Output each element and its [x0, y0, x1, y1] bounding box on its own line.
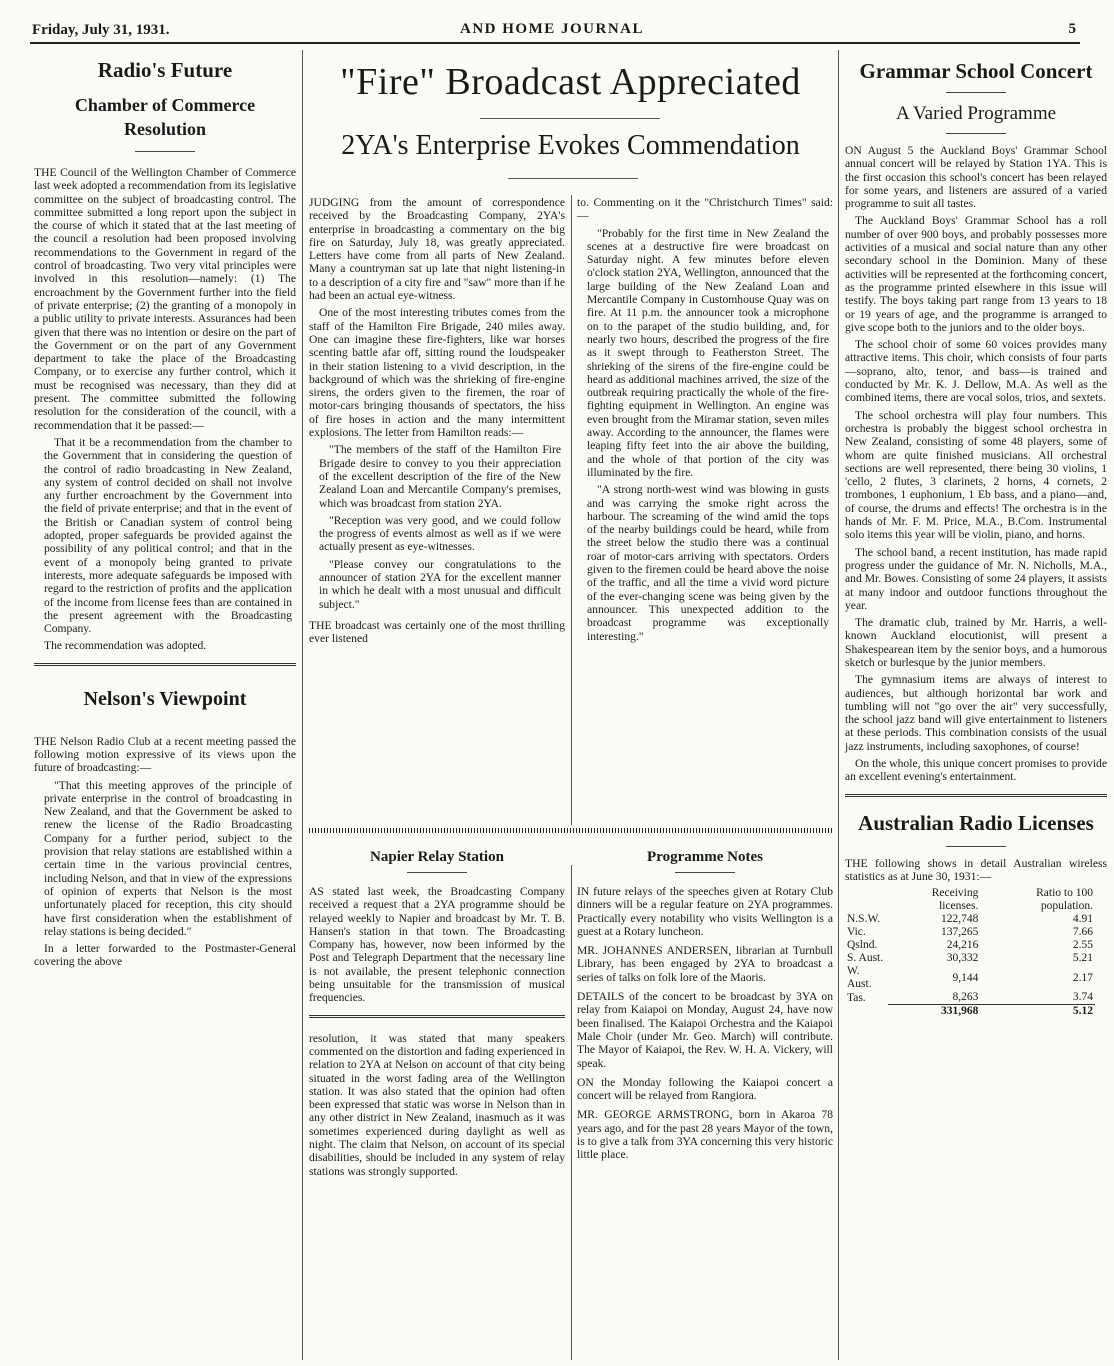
divider	[407, 872, 467, 873]
table-row	[845, 913, 1095, 926]
headline-napier-relay: Napier Relay Station	[370, 849, 504, 865]
divider	[946, 846, 1006, 847]
state-cell: Vic.	[847, 926, 866, 939]
section-divider	[845, 794, 1107, 797]
table-header	[845, 887, 1095, 913]
divider	[946, 133, 1006, 134]
state-cell: Qslnd.	[847, 939, 878, 952]
divider	[480, 118, 660, 119]
christchurch-quote: "A strong north-west wind was blowing in gusts and was carrying the smoke right across the harbour. The screaming of the wind amid the tops of the nearby buildings could be heard, while from the street below the studio there was a continual roar of motor-cars arriving with spectators. Orders given to the firemen could be heard above the noise of the traffic, and all the time a vivid word picture of the ever-changing scene was being given by the announcer. This unexpected addition to the broadcast programme was exceptionally interesting."	[587, 483, 829, 643]
article-grammar-school	[845, 50, 1107, 1018]
paragraph: On the whole, this unique concert promises to provide an excellent evening's entertainment.	[845, 757, 1107, 784]
page-number: 5	[1068, 21, 1076, 37]
hamilton-letter: "Reception was very good, and we could follow the progress of events almost as well as if we were actually present as eye-witnesses.	[319, 513, 561, 554]
paragraph: The school orchestra will play four numbers. This orchestra is probably the biggest school orchestra in New Zealand, consisting of some 48 players, some of whom are quite finished musicians. All orchestral sections are well represented, there being 30 violins, 1 'cello, 2 flutes, 3 clarinets, 2 horns, 4 cornets, 2 trombones, 1 euphonium, 1 Eb bass, and a piano—and, of course, the drums and effects! The orchestra is in the hands of Mr. F. M. Price, M.A., B.Com. Instrumental solo items this year will be violin, piano, and horns.	[845, 408, 1107, 542]
paragraph: The school choir of some 60 voices provides many attractive items. This choir, which consists of four parts—soprano, alto, tenor, and bass—is trained and conducted by Mr. K. J. Dellow, M.A. As well as the combined items, there are vocal solos, trios, and sextets.	[845, 338, 1107, 405]
column-rule-2	[571, 195, 572, 825]
section-divider	[309, 1015, 565, 1018]
note-item: MR. GEORGE ARMSTRONG, born in Akaroa 78 years ago, and for the past 28 years Mayor of the town, is to give a talk from 3YA concerning this very historic little place.	[577, 1108, 833, 1162]
paragraph: The recommendation was adopted.	[44, 639, 207, 653]
divider	[135, 151, 195, 152]
licenses-cell: 30,332	[946, 952, 979, 965]
table-row	[845, 926, 1095, 939]
headline-programme-notes: Programme Notes	[647, 849, 763, 865]
issue-date: Friday, July 31, 1931.	[32, 22, 170, 38]
section-divider	[34, 663, 296, 666]
note-item: MR. JOHANNES ANDERSEN, librarian at Turnbull Library, has been engaged by 2YA to broadcast a series of talks on folk lore of the Maoris.	[577, 944, 833, 984]
paragraph: THE following shows in detail Australian wireless statistics as at June 30, 1931:—	[845, 856, 1107, 883]
table-row	[845, 965, 1095, 991]
paragraph: One of the most interesting tributes comes from the staff of the Hamilton Fire Brigade, 240 miles away. One can imagine these fire-fighters, like war horses scenting battle afar off, sitting round the loudspeaker in their station listening to a vivid description, in the background of which was the shrieking of fire-engine sirens, the orders given to the firemen, the roar of motor-cars bringing thousands of spectators, the hiss of fire hoses in action and the many intermittent explosions. The letter from Hamilton reads:—	[309, 306, 565, 440]
ratio-cell: 3.74	[1072, 991, 1093, 1004]
col-header-licenses: Receiving licenses.	[931, 887, 979, 913]
state-cell: W. Aust.	[847, 965, 872, 991]
paragraph: The school band, a recent institution, has made rapid progress under the guidance of Mr. N. Nicholls, M.A., and Mr. Bowes. Consisting of some 24 players, it assists at many indoor and outdoor functions throughout the year.	[845, 545, 1107, 612]
column-rule-3	[571, 865, 572, 1360]
hamilton-letter: "Please convey our congratulations to the announcer of station 2YA for the excellent manner in which he dealt with a most unusual and difficult subject."	[319, 557, 561, 611]
christchurch-quote: "Probably for the first time in New Zealand the scenes at a destructive fire were broadcast on Saturday night. A few minutes before eleven o'clock station 2YA, Wellington, announced that the large building of the New Zealand Loan and Mercantile Company in Customhouse Quay was on fire. At 11 p.m. the announcer took a microphone on to the parapet of the studio building, and, for nearly two hours, described the progress of the fire as it swept through to Featherston Street. The shrieking of the sirens of the fire-engine could be heard as additional machines arrived, the size of the outbreak requiring practically the whole of the fire-fighting equipment in Wellington. An engine was even brought from the Miramar station, seven miles away. According to the announcer, the flames were leaping fifty feet into the air above the building, and the whole of that portion of the city was illuminated by the fire.	[587, 226, 829, 479]
paragraph: THE Council of the Wellington Chamber of Commerce last week adopted a recommendation from its legislative committee on the subject of broadcasting control. The committee submitted a long report upon the subject in the course of which it stated that at the last meeting of the council a resolution had been proposed involving recommendations to the Government in regard of the control of broadcasting. Two very vital principles were involved in this resolution—namely: (1) The encroachment by the Government further into the field of private enterprise; (2) the granting of a monopoly in a public utility to private interests. Assurances had been given that there was no intention or desire on the part of the Government or on the part of any Government department to take the place of the Broadcasting Company, or to exercise any further control, which it must be recognised was necessary, than they did at present. The committee submitted the following resolution for the consideration of the council, with a recommendation that it be passed:—	[34, 166, 296, 432]
subhead-chamber: Chamber of Commerce Resolution	[74, 95, 256, 139]
table-row	[845, 991, 1095, 1005]
article-fire-col-a	[309, 196, 565, 650]
table-row	[845, 939, 1095, 952]
column-rule-4	[838, 50, 839, 1360]
license-stats-table	[845, 887, 1095, 1018]
paragraph: to. Commenting on it the "Christchurch Times" said:—	[577, 196, 833, 223]
nelson-quote: "That this meeting approves of the principle of private enterprise in the control of broadcasting in New Zealand, and that the Government be asked to renew the license of the Radio Broadcasting Company for a further period, subject to the provision that relay stations are established within a certain time in the various provincial centres, including Nelson, and that in view of the expressions of opinion of experts that Nelson is the most unfortunately placed for reception, this city should have first consideration when the establishment of relay stations is being decided."	[44, 778, 292, 938]
headline-australian-licenses: Australian Radio Licenses	[858, 810, 1094, 835]
paragraph: THE broadcast was certainly one of the most thrilling ever listened	[309, 618, 565, 646]
column-rule-1	[302, 50, 303, 1360]
divider	[508, 178, 638, 179]
licenses-cell: 9,144	[952, 971, 979, 984]
ratio-cell: 2.55	[1072, 939, 1093, 952]
total-licenses: 331,968	[888, 1005, 980, 1019]
headline-nelsons-viewpoint: Nelson's Viewpoint	[83, 687, 247, 710]
total-ratio: 5.12	[980, 1005, 1095, 1019]
paragraph: ON August 5 the Auckland Boys' Grammar School annual concert will be relayed by Station 1YA. This is the first occasion this school's concert has been relayed for some years, and listeners are assured of a varied programme to suit all tastes.	[845, 144, 1107, 211]
paragraph: THE Nelson Radio Club at a recent meeting passed the following motion expressive of its views upon the future of broadcasting:—	[34, 734, 296, 775]
ratio-cell: 2.17	[1072, 971, 1093, 984]
table-total-row	[845, 1005, 1095, 1019]
paper-title: AND HOME JOURNAL	[460, 21, 644, 37]
hamilton-letter: "The members of the staff of the Hamilton Fire Brigade desire to convey to you their appreciation of the excellent description of the fire of the New Zealand Loan and Mercantile Company's premises, which was broadcast from station 2YA.	[319, 443, 561, 510]
headline-grammar-school: Grammar School Concert	[859, 59, 1093, 83]
paragraph: AS stated last week, the Broadcasting Company received a request that a 2YA programme should be relayed weekly to Napier and broadcast by Mr. T. B. Hansen's station in that town. The Broadcasting Company has, however, now been informed by the Post and Telegraph Department that the necessary line is not available, the present telephonic connection being unsuitable for the transmission of musical frequencies.	[309, 885, 565, 1005]
paragraph: JUDGING from the amount of correspondence received by the Broadcasting Company, 2YA's enterprise in broadcasting a commentary on the big fire on Saturday, July 18, was greatly appreciated. Letters have come from all parts of New Zealand. Many a countryman sat up late that night listening-in to a description of a city fire and "saw" more than if he had been an actual eye-witness.	[309, 196, 565, 303]
note-item: DETAILS of the concert to be broadcast by 3YA on relay from Kaiapoi on Monday, August 24, have now been finalised. The Kaiapoi Orchestra and the Kaiapoi Male Choir (under Mr. Geo. March) will contribute. The Mayor of Kaiapoi, the Rev. W. H. A. Vickery, will speak.	[577, 990, 833, 1070]
paragraph: The dramatic club, trained by Mr. Harris, a well-known Auckland elocutionist, will present a Shakespearean item by the senior boys, and a humorous sketch or burlesque by the junior members.	[845, 616, 1107, 669]
article-napier-relay	[309, 845, 565, 1182]
ratio-cell: 4.91	[1072, 913, 1093, 926]
note-item: IN future relays of the speeches given at Rotary Club dinners will be a regular feature on 2YA programmes. Practically every notability who visits Wellington is a guest at a Rotary luncheon.	[577, 885, 833, 938]
licenses-cell: 122,748	[940, 913, 979, 926]
state-cell: Tas.	[847, 991, 866, 1004]
state-cell: S. Aust.	[847, 952, 884, 965]
subhead-varied-programme: A Varied Programme	[895, 103, 1057, 124]
article-programme-notes	[577, 845, 833, 1166]
table-row	[845, 952, 1095, 965]
state-cell: N.S.W.	[847, 913, 881, 926]
decorative-border	[309, 828, 833, 833]
headline-fire-broadcast: "Fire" Broadcast Appreciated	[340, 61, 801, 103]
divider	[946, 92, 1006, 93]
licenses-cell: 8,263	[952, 991, 979, 1004]
subhead-2ya-enterprise: 2YA's Enterprise Evokes Commendation	[341, 130, 800, 161]
ratio-cell: 5.21	[1072, 952, 1093, 965]
ratio-cell: 7.66	[1072, 926, 1093, 939]
paragraph: The Auckland Boys' Grammar School has a roll number of over 900 boys, and probably possesses more activities of a musical and social nature than any other secondary school in the Dominion. Many of these activities will be represented at the forthcoming concert, as the programme printed elsewhere in this issue will testify. The boys taking part range from 13 years to 18 or 19 years of age, and the programme is arranged to give scope both to the juniors and to the older boys.	[845, 214, 1107, 334]
paragraph: The gymnasium items are always of interest to audiences, but although horizontal bar work and tumbling will not "go over the air" very successfully, the school jazz band will give entertainment to listeners at these periods. This combination consists of the usual jazz instruments, including saxophones, of course!	[845, 673, 1107, 753]
nelson-continued: resolution, it was stated that many speakers commented on the distortion and fading experienced in relation to 2YA at Nelson on account of that city being situated in the worst fading area of the Wellington station. It was also stated that the opinion had often been expressed that static was worse in Nelson than in any other district in New Zealand, inasmuch as it was sometimes experienced during daylight as well as night. The claim that Nelson, on account of its special disabilities, should be included in any system of relay stations was strongly supported.	[309, 1031, 565, 1178]
masthead	[30, 18, 1080, 44]
paragraph: In a letter forwarded to the Postmaster-General covering the above	[34, 942, 296, 969]
licenses-cell: 24,216	[946, 939, 979, 952]
headline-radios-future: Radio's Future	[97, 58, 233, 82]
resolution-quote: That it be a recommendation from the chamber to the Government that in considering the question of the control of radio broadcasting in New Zealand, any system of control decided on shall not involve any further encroachment by the Government into the field of private enterprise; and that in the event of the British or Canadian system of control being adopted, proper safeguards be provided against the possibility of any political control; and that in the event of a monopoly being granted to private interests, more adequate safeguards be imposed with regard to the restriction of profits and the application of the income from license fees than are contained in the present agreement with the Broadcasting Company.	[44, 435, 292, 636]
note-item: ON the Monday following the Kaiapoi concert a concert will be relayed from Rangiora.	[577, 1075, 833, 1103]
article-fire-col-b	[577, 196, 833, 647]
col-header-ratio: Ratio to 100 population.	[1036, 887, 1093, 913]
article-radios-future	[34, 50, 296, 973]
divider	[675, 872, 735, 873]
licenses-cell: 137,265	[940, 926, 979, 939]
